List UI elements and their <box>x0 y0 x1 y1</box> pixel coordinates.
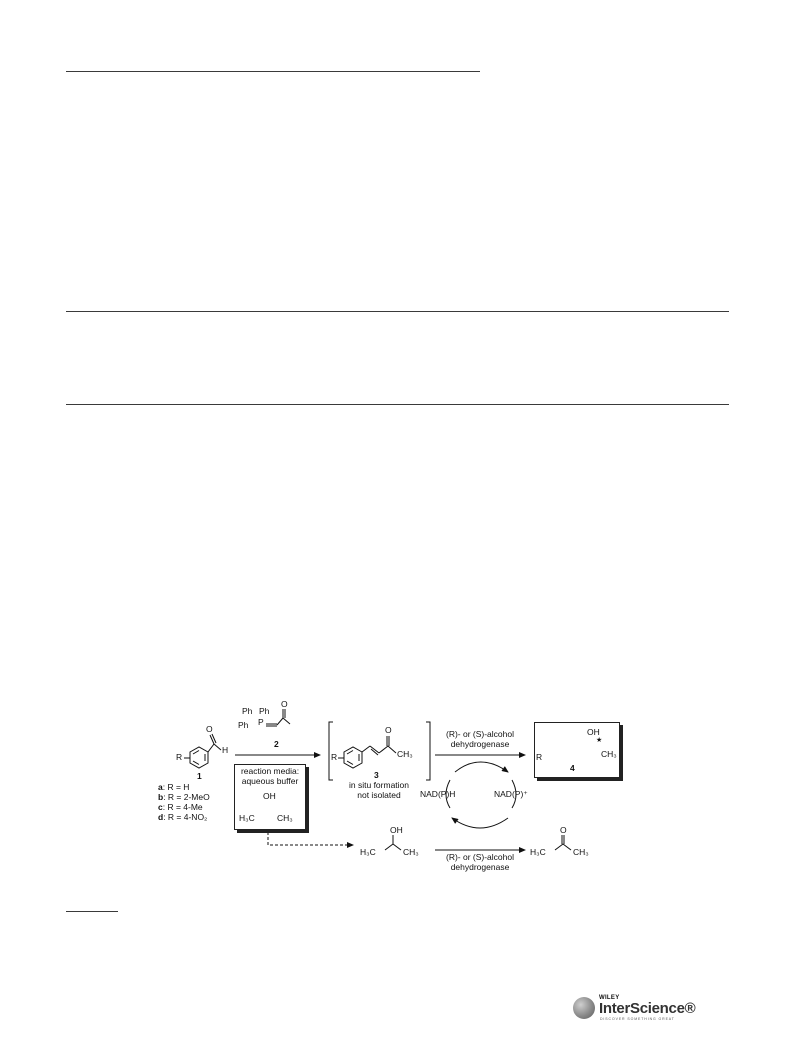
substituent-c: c: R = 4-Me <box>158 802 203 812</box>
footnote-rule <box>66 911 118 912</box>
cycle-arc-top <box>455 762 508 772</box>
isopropanol-H3C: H₃C <box>360 847 376 857</box>
bracket-left <box>329 722 333 780</box>
media-H3C: H₃C <box>239 813 255 823</box>
acetone-CH3: CH₃ <box>573 847 589 857</box>
isopropanol-structure <box>385 835 401 850</box>
enone-R: R <box>331 752 338 762</box>
enzyme-label-top: (R)- or (S)-alcohol dehydrogenase <box>445 729 514 749</box>
product-CH3: CH₃ <box>601 749 617 759</box>
ylide-Ph2: Ph <box>259 706 270 716</box>
product-OH: OH <box>587 727 600 737</box>
ylide-structure <box>266 709 290 726</box>
aldehyde-O: O <box>206 724 213 734</box>
ylide-Ph1: Ph <box>242 706 253 716</box>
product-number: 4 <box>570 763 575 773</box>
aldehyde-ring <box>184 734 221 768</box>
reaction-media-box <box>234 764 306 830</box>
cofactor-reduced: NAD(P)H <box>420 789 456 799</box>
cycle-arc-bottom <box>452 818 508 828</box>
aldehyde-H: H <box>222 745 229 755</box>
logo-main-text: InterScience® <box>599 1000 696 1017</box>
media-line2: aqueous buffer <box>241 776 299 786</box>
dashed-connector <box>268 832 353 845</box>
media-CH3: CH₃ <box>277 813 293 823</box>
table-bottom-rule <box>66 404 729 405</box>
enzyme-label-bottom: (R)- or (S)-alcohol dehydrogenase <box>445 852 514 872</box>
publisher-logo <box>573 995 703 1025</box>
acetone-O: O <box>560 825 567 835</box>
acetone-structure <box>555 835 571 850</box>
substituent-list <box>158 782 210 822</box>
ylide-Ph3: Ph <box>238 720 249 730</box>
product-R: R <box>536 752 543 762</box>
product-star: ★ <box>596 737 603 744</box>
isopropanol-CH3: CH₃ <box>403 847 419 857</box>
reaction-scheme <box>150 700 650 880</box>
isopropanol-OH: OH <box>390 825 403 835</box>
bracket-right <box>426 722 430 780</box>
aldehyde-number: 1 <box>197 771 202 781</box>
substituent-a: a: R = H <box>158 782 190 792</box>
logo-tagline: DISCOVER SOMETHING GREAT <box>600 1017 675 1021</box>
enone-number: 3 <box>374 770 379 780</box>
enone-CH3: CH₃ <box>397 749 413 759</box>
substituent-d: d: R = 4-NO₂ <box>158 812 208 822</box>
acetone-H3C: H₃C <box>530 847 546 857</box>
ylide-number: 2 <box>274 739 279 749</box>
enone-O: O <box>385 725 392 735</box>
header-rule <box>66 71 480 72</box>
ylide-P: P <box>258 717 264 727</box>
media-OH: OH <box>263 791 276 801</box>
cofactor-oxidized: NAD(P)⁺ <box>494 789 528 799</box>
ylide-O: O <box>281 699 288 709</box>
logo-wiley-text: WILEY <box>599 995 620 1001</box>
enone-ring <box>338 736 396 768</box>
table-top-rule <box>66 311 729 312</box>
enone-note: in situ formation not isolated <box>349 780 409 800</box>
media-line1: reaction media: <box>240 766 300 776</box>
aldehyde-R: R <box>176 752 183 762</box>
substituent-b: b: R = 2-MeO <box>158 792 210 802</box>
globe-icon <box>573 997 595 1019</box>
